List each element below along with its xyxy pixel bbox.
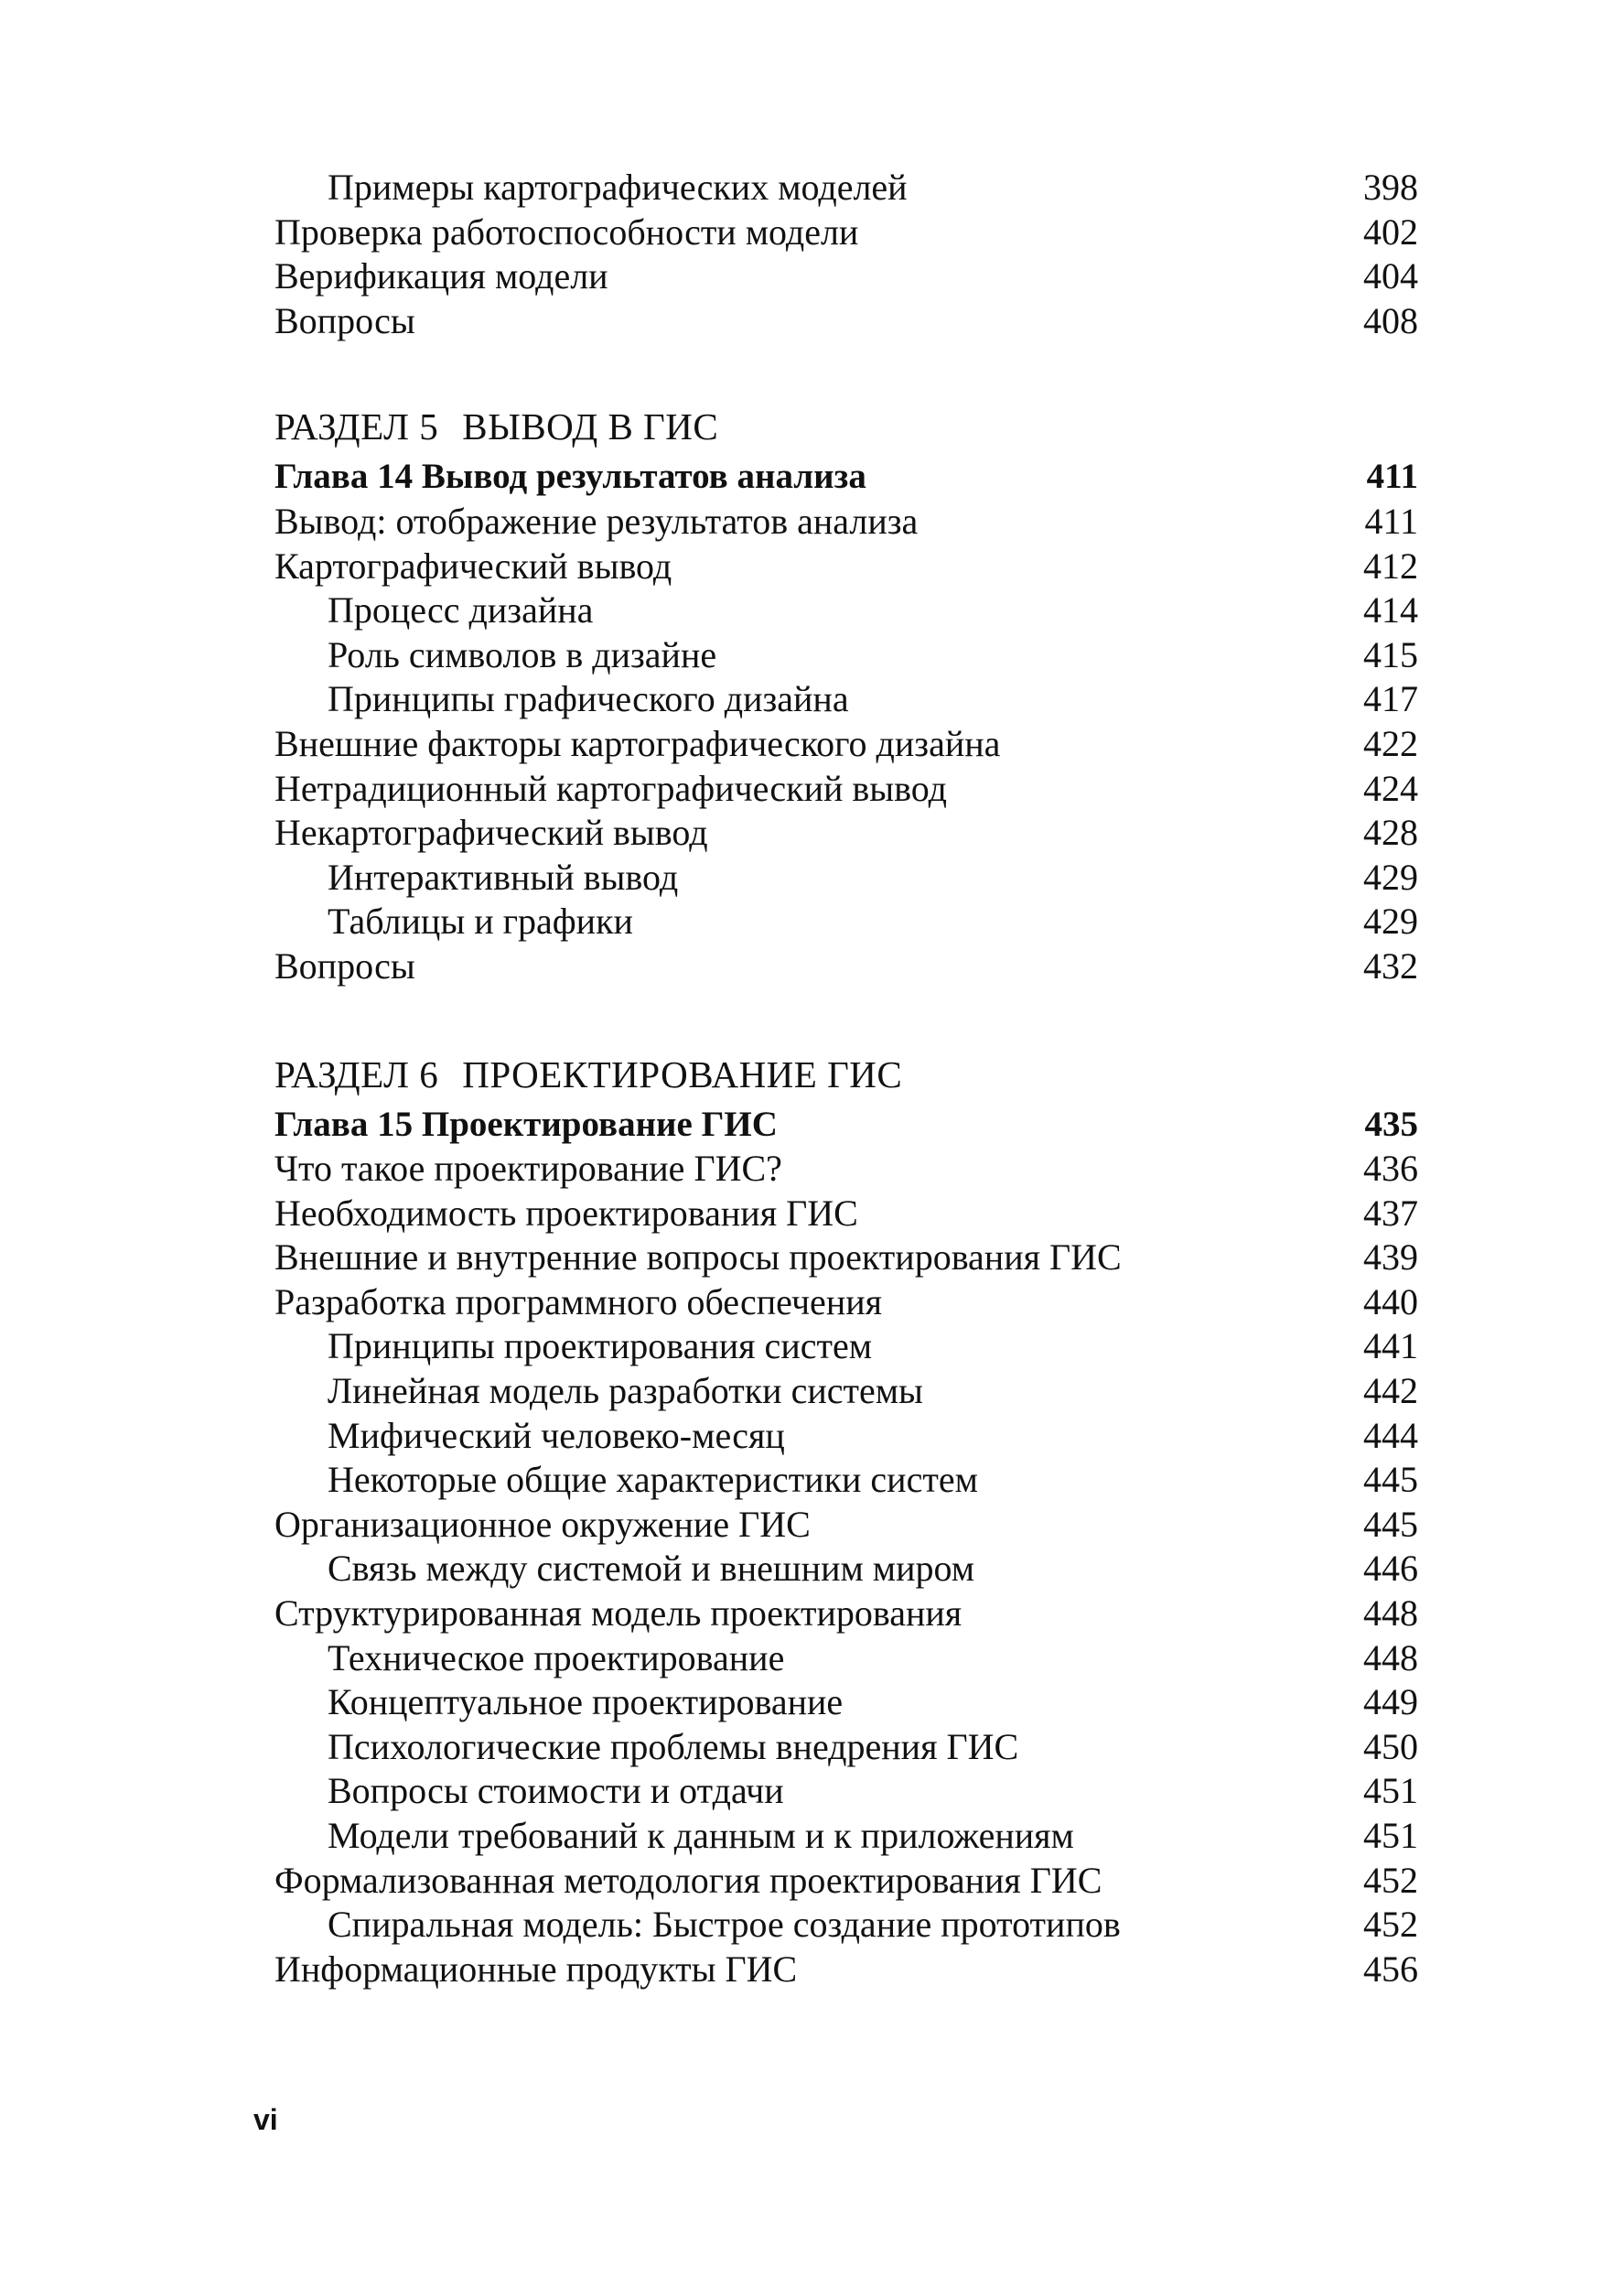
toc-entry-page: 428 [1363,812,1418,854]
toc-entry-title: Концептуальное проектирование [328,1681,844,1723]
toc-entry-title: Вывод: отображение результатов анализа [274,500,919,542]
toc-entry-page: 436 [1363,1148,1418,1190]
toc-entry-title: Разработка программного обеспечения [274,1280,883,1322]
toc-entry [274,1192,1418,1236]
toc-entry-page: 445 [1363,1503,1418,1545]
toc-entry [274,900,1418,944]
toc-entry-title: Организационное окружение ГИС [274,1503,811,1545]
toc-entry-page: 452 [1363,1904,1418,1946]
toc-entry [274,1725,1418,1770]
toc-entry [274,677,1418,722]
toc-entry-title: Принципы графического дизайна [328,678,849,720]
toc-entry-title: Проверка работоспособности модели [274,210,859,253]
toc-entry [274,767,1418,812]
toc-entry-title: Некартографический вывод [274,812,708,854]
toc-entry-page: 398 [1363,167,1418,208]
toc-entry-page: 414 [1363,589,1418,631]
toc-entry-title: Психологические проблемы внедрения ГИС [328,1725,1019,1767]
chapter-title: Глава 14 Вывод результатов анализа [274,457,866,497]
part-5-section [274,398,1418,988]
toc-entry-page: 411 [1364,500,1418,542]
toc-entry-page: 408 [1363,299,1418,341]
toc-entry [274,1859,1418,1904]
toc-entry [274,1147,1418,1192]
toc-entry [274,1324,1418,1369]
toc-entry [274,1547,1418,1592]
toc-entry-page: 452 [1363,1859,1418,1901]
toc-entry-page: 446 [1363,1548,1418,1590]
toc-entry-page: 437 [1363,1192,1418,1234]
toc-entry-title: Внешние и внутренние вопросы проектирования ГИС [274,1236,1122,1279]
toc-entry-title: Линейная модель разработки системы [328,1370,923,1412]
toc-entry [274,1280,1418,1325]
part-5-entries [274,500,1418,989]
toc-entry-title: Спиральная модель: Быстрое создание прототипов [328,1904,1121,1946]
toc-entry [274,856,1418,901]
part-name: ВЫВОД В ГИС [462,405,719,448]
part-heading [274,398,1418,455]
toc-entry-title: Вопросы стоимости и отдачи [328,1770,784,1812]
toc-entry-page: 449 [1363,1681,1418,1723]
page-folio: vi [253,2103,278,2136]
toc-entry-title: Картографический вывод [274,545,672,587]
toc-entry-page: 402 [1363,210,1418,253]
section-spacer [274,343,1418,398]
toc-entry-title: Техническое проектирование [328,1636,785,1678]
toc-entry [274,166,1418,210]
toc-entry [274,1369,1418,1414]
toc-entry-page: 442 [1363,1370,1418,1412]
part-label: РАЗДЕЛ 5 [274,405,439,448]
toc-entry-page: 415 [1363,633,1418,675]
toc-entry [274,1814,1418,1859]
chapter-page: 411 [1366,457,1418,497]
toc-entry-title: Роль символов в дизайне [328,633,717,675]
toc-entry-title: Принципы проектирования систем [328,1325,873,1367]
toc-entry-title: Таблицы и графики [328,901,633,943]
part-6-entries [274,1147,1418,1991]
toc-entry-page: 451 [1363,1770,1418,1812]
part-label: РАЗДЕЛ 6 [274,1052,439,1095]
toc-entry-title: Примеры картографических моделей [328,167,908,208]
toc-entry [274,633,1418,678]
toc-entry-title: Информационные продукты ГИС [274,1948,798,1990]
toc-entry-title: Мифический человеко-месяц [328,1414,785,1456]
toc-entry-title: Вопросы [274,944,415,987]
chapter-page: 435 [1364,1104,1418,1144]
toc-entry [274,1236,1418,1280]
toc-entry [274,1636,1418,1681]
toc-entry [274,1592,1418,1636]
toc-entry-page: 445 [1363,1459,1418,1501]
section-spacer [274,989,1418,1046]
toc-entry-title: Внешние факторы картографического дизайна [274,722,1001,764]
toc-entry-page: 429 [1363,901,1418,943]
part-name: ПРОЕКТИРОВАНИЕ ГИС [462,1052,903,1095]
toc-entry-title: Необходимость проектирования ГИС [274,1192,858,1234]
toc-entry-page: 412 [1363,545,1418,587]
toc-entry-page: 448 [1363,1592,1418,1635]
toc-entry-page: 444 [1363,1414,1418,1456]
toc-entry [274,1458,1418,1503]
toc-entry-page: 429 [1363,856,1418,898]
toc-entry-page: 451 [1363,1815,1418,1856]
toc-entry-page: 440 [1363,1280,1418,1322]
part-6-section [274,1046,1418,1992]
toc-entry [274,254,1418,299]
toc-entry-title: Нетрадиционный картографический вывод [274,767,947,809]
toc-entry-title: Структурированная модель проектирования [274,1592,963,1635]
toc-entry-title: Модели требований к данным и к приложениям [328,1815,1074,1856]
toc-entry-title: Вопросы [274,299,415,341]
toc-entry [274,210,1418,255]
part-heading [274,1046,1418,1103]
chapter-entry [274,455,1418,500]
toc-entry [274,811,1418,856]
toc-entry-title: Связь между системой и внешним миром [328,1548,975,1590]
toc-entry-title: Формализованная методология проектирования ГИС [274,1859,1102,1901]
toc-entry-title: Что такое проектирование ГИС? [274,1148,782,1190]
toc-entry [274,944,1418,989]
table-of-contents [274,166,1418,1991]
toc-entry [274,545,1418,589]
toc-top-entries [274,166,1418,343]
toc-entry-page: 404 [1363,255,1418,297]
toc-entry-page: 432 [1363,944,1418,987]
toc-entry-page: 441 [1363,1325,1418,1367]
toc-entry-page: 422 [1363,722,1418,764]
toc-entry [274,1503,1418,1548]
chapter-entry [274,1103,1418,1148]
toc-entry [274,1948,1418,1992]
toc-entry-page: 439 [1363,1236,1418,1279]
toc-entry [274,1680,1418,1725]
toc-entry [274,588,1418,633]
toc-entry-page: 456 [1363,1948,1418,1990]
toc-entry-title: Интерактивный вывод [328,856,679,898]
toc-entry-page: 424 [1363,767,1418,809]
toc-entry [274,299,1418,344]
toc-entry-page: 450 [1363,1725,1418,1767]
toc-entry [274,1769,1418,1814]
toc-entry-page: 417 [1363,678,1418,720]
toc-entry-page: 448 [1363,1636,1418,1678]
toc-entry [274,1414,1418,1459]
toc-entry-title: Верификация модели [274,255,608,297]
chapter-title: Глава 15 Проектирование ГИС [274,1104,778,1144]
toc-entry-title: Некоторые общие характеристики систем [328,1459,978,1501]
toc-entry [274,1903,1418,1948]
toc-entry [274,500,1418,545]
toc-entry [274,722,1418,767]
toc-entry-title: Процесс дизайна [328,589,594,631]
